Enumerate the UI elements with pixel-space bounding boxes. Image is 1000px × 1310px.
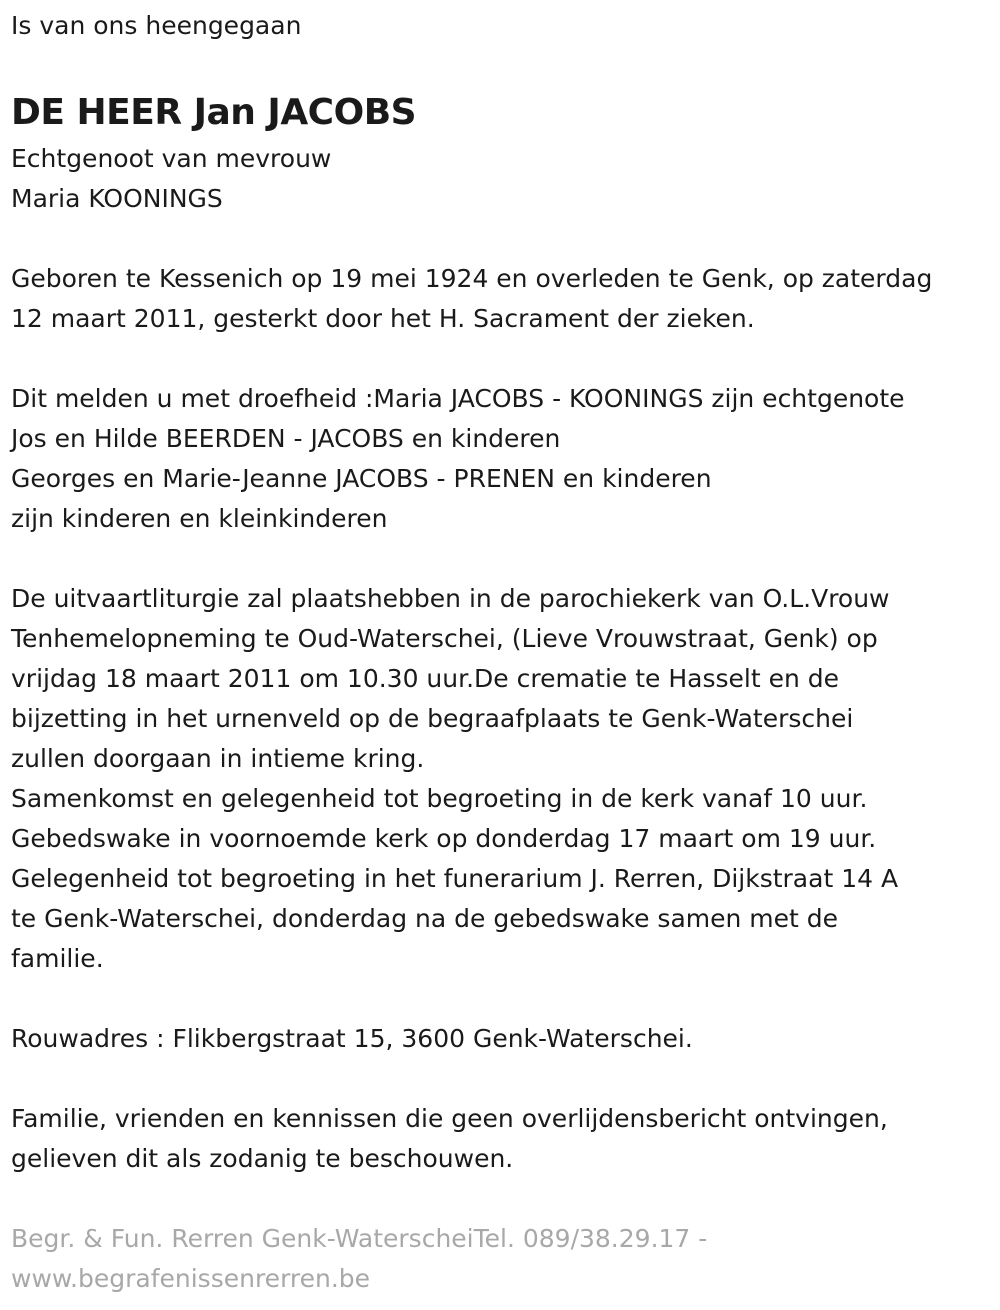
- intro-text: Is van ons heengegaan: [11, 11, 302, 40]
- closing-line: Familie, vrienden en kennissen die geen overlijdensbericht ontvingen,: [11, 1104, 888, 1133]
- spacer: [11, 1179, 986, 1219]
- mourner-line: zijn kinderen en kleinkinderen: [11, 504, 388, 533]
- ceremony-block: [11, 579, 986, 979]
- funeral-home-contact: Begr. & Fun. Rerren Genk-WaterscheiTel. 089/38.29.17 -: [11, 1224, 708, 1253]
- mourners-block: [11, 379, 986, 539]
- spouse-line: Echtgenoot van mevrouw: [11, 144, 332, 173]
- ceremony-line: De uitvaartliturgie zal plaatshebben in de parochiekerk van O.L.Vrouw: [11, 584, 890, 613]
- closing-block: [11, 1099, 986, 1179]
- spacer: [11, 339, 986, 379]
- ceremony-line: Samenkomst en gelegenheid tot begroeting in de kerk vanaf 10 uur.: [11, 784, 868, 813]
- deceased-name: DE HEER Jan JACOBS: [11, 92, 417, 133]
- ceremony-line: bijzetting in het urnenveld op de begraafplaats te Genk-Waterschei: [11, 704, 854, 733]
- birth-death-line: Geboren te Kessenich op 19 mei 1924 en overleden te Genk, op zaterdag: [11, 264, 933, 293]
- ceremony-line: Gelegenheid tot begroeting in het funerarium J. Rerren, Dijkstraat 14 A: [11, 864, 899, 893]
- mourner-line: Dit melden u met droefheid :Maria JACOBS - KOONINGS zijn echtgenote: [11, 384, 905, 413]
- ceremony-line: zullen doorgaan in intieme kring.: [11, 744, 425, 773]
- mourner-line: Georges en Marie-Jeanne JACOBS - PRENEN en kinderen: [11, 464, 712, 493]
- birth-death-line: 12 maart 2011, gesterkt door het H. Sacrament der zieken.: [11, 304, 755, 333]
- ceremony-line: Gebedswake in voornoemde kerk op donderdag 17 maart om 19 uur.: [11, 824, 877, 853]
- mourning-address: Rouwadres : Flikbergstraat 15, 3600 Genk-Waterschei.: [11, 1024, 693, 1053]
- spacer: [11, 1059, 986, 1099]
- obituary-notice: [11, 0, 986, 1299]
- ceremony-line: te Genk-Waterschei, donderdag na de gebedswake samen met de: [11, 904, 839, 933]
- spacer: [11, 539, 986, 579]
- spacer: [11, 219, 986, 259]
- ceremony-line: familie.: [11, 944, 104, 973]
- funeral-home-footer: [11, 1219, 986, 1299]
- funeral-home-website: www.begrafenissenrerren.be: [11, 1264, 371, 1293]
- ceremony-line: Tenhemelopneming te Oud-Waterschei, (Lieve Vrouwstraat, Genk) op: [11, 624, 878, 653]
- mourner-line: Jos en Hilde BEERDEN - JACOBS en kinderen: [11, 424, 561, 453]
- ceremony-line: vrijdag 18 maart 2011 om 10.30 uur.De crematie te Hasselt en de: [11, 664, 840, 693]
- spouse-block: [11, 139, 986, 219]
- birth-death-block: [11, 259, 986, 339]
- closing-line: gelieven dit als zodanig te beschouwen.: [11, 1144, 514, 1173]
- spacer: [11, 979, 986, 1019]
- spouse-name: Maria KOONINGS: [11, 184, 223, 213]
